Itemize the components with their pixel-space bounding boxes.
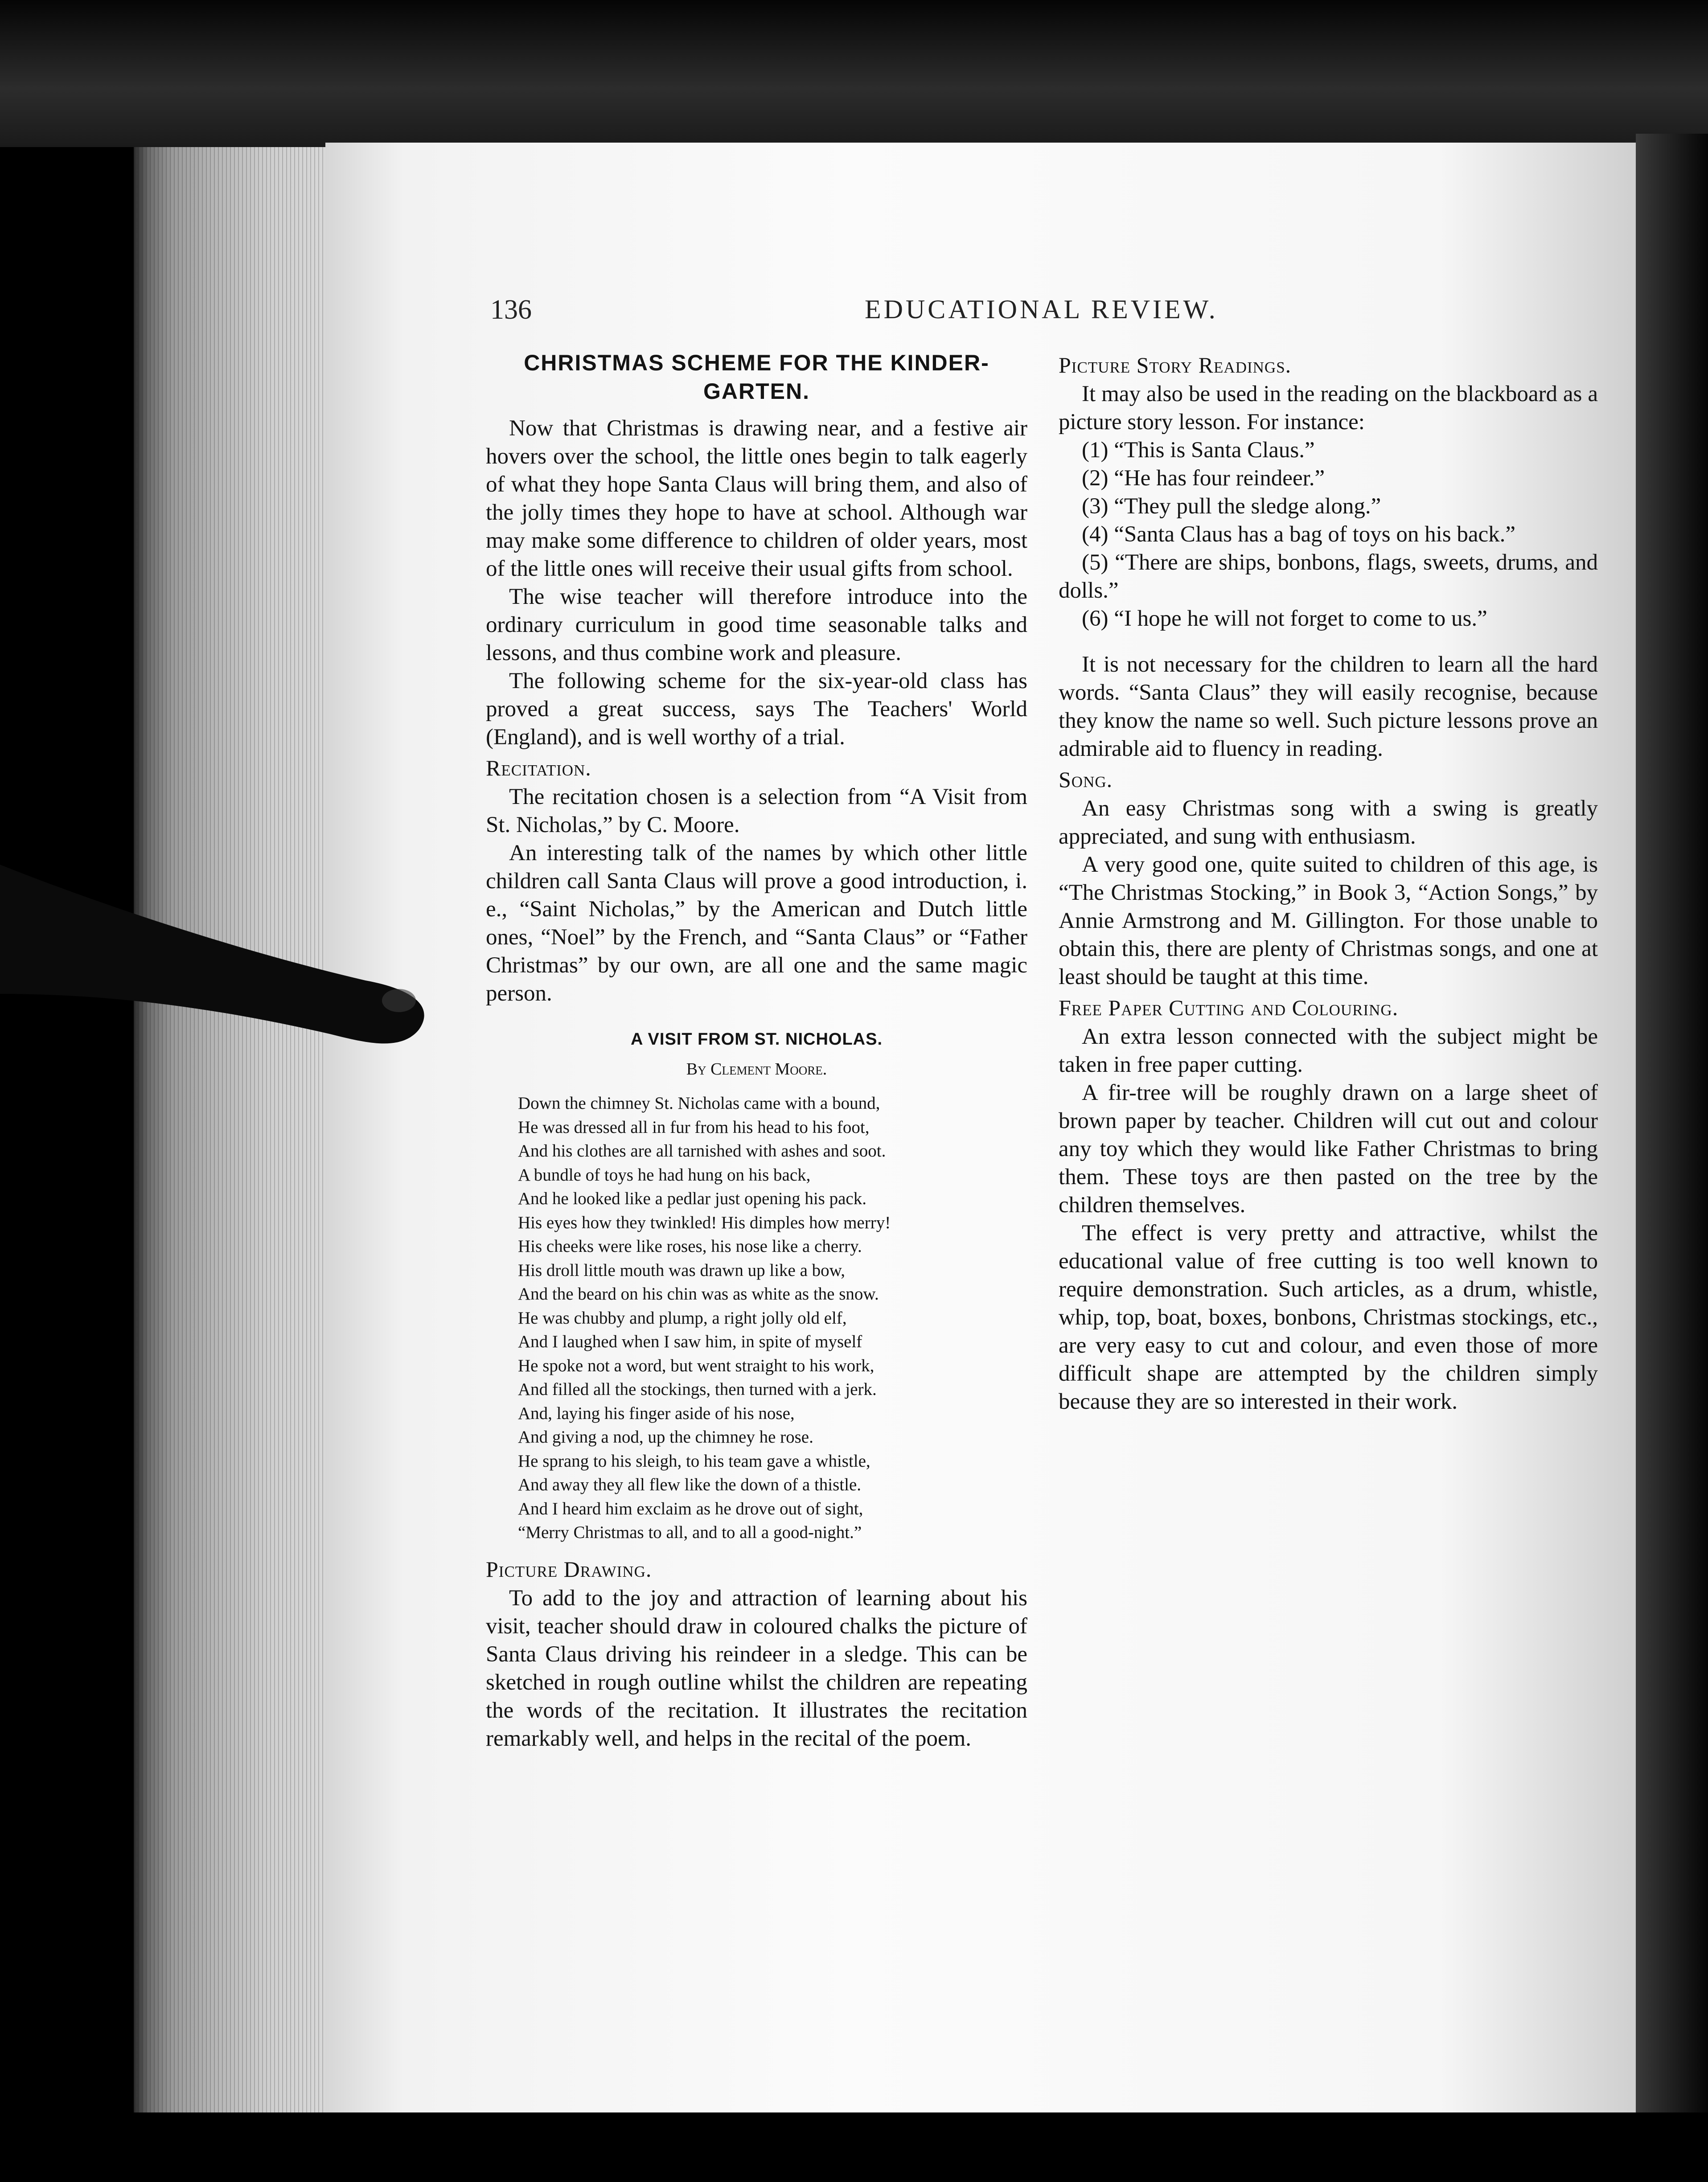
poem-line: “Merry Christmas to all, and to all a good-night.” xyxy=(518,1523,862,1542)
song-heading: Song. xyxy=(1059,767,1113,792)
poem-line: He was chubby and plump, a right jolly old elf, xyxy=(518,1308,847,1328)
poem-line: And filled all the stockings, then turned with a jerk. xyxy=(518,1380,877,1399)
intro-paragraph: The following scheme for the six-year-old class has proved a great success, says The Teachers' World (England), and is well worthy of a trial. xyxy=(486,669,1027,750)
book-page-edges xyxy=(134,147,330,2112)
poem-line: And he looked like a pedlar just opening his pack. xyxy=(518,1189,866,1208)
poem-line: He sprang to his sleigh, to his team gave a whistle, xyxy=(518,1451,870,1471)
finger-shadow xyxy=(0,847,428,1052)
song-paragraph: A very good one, quite suited to children of this age, is “The Christmas Stocking,” in Book 3, “Action Songs,” by Annie Armstrong and M. Gillington. For those unable to obtain this, there are plenty of Christmas songs, and one at least should be taught at this time. xyxy=(1059,852,1598,989)
recitation-heading: Recitation. xyxy=(486,755,591,780)
poem-line: And I laughed when I saw him, in spite of myself xyxy=(518,1332,862,1351)
picture-story-item: (5) “There are ships, bonbons, flags, sweets, drums, and dolls.” xyxy=(1059,550,1598,603)
poem-line: His droll little mouth was drawn up like a bow, xyxy=(518,1260,846,1280)
intro-paragraph: The wise teacher will therefore introduce into the ordinary curriculum in good time seasonable talks and lessons, and thus combine work and pleasure. xyxy=(486,584,1027,665)
poem-line: And his clothes are all tarnished with ashes and soot. xyxy=(518,1141,886,1161)
paper-cutting-heading: Free Paper Cutting and Colouring. xyxy=(1059,995,1399,1020)
scan-background-top xyxy=(0,0,1708,147)
picture-story-item: (1) “This is Santa Claus.” xyxy=(1082,438,1315,463)
scan-background-right xyxy=(1636,134,1708,2139)
picture-drawing-heading: Picture Drawing. xyxy=(486,1556,652,1582)
page-number: 136 xyxy=(490,295,532,325)
picture-story-intro: It may also be used in the reading on the blackboard as a picture story lesson. For instance: xyxy=(1059,381,1598,435)
journal-title: EDUCATIONAL REVIEW. xyxy=(865,295,1218,324)
scan-background-bottom xyxy=(0,2112,1708,2182)
poem-line: And giving a nod, up the chimney he rose. xyxy=(518,1427,813,1447)
poem-line: And I heard him exclaim as he drove out of sight, xyxy=(518,1499,863,1518)
intro-paragraph: Now that Christmas is drawing near, and a festive air hovers over the school, the little ones begin to talk eagerly of what they hope Santa Claus will bring them, and also of the jolly times they hope to have at school. Although war may make some difference to children of older years, most of the little ones will receive their usual gifts from school. xyxy=(486,416,1027,581)
paper-cutting-paragraph: A fir-tree will be roughly drawn on a large sheet of brown paper by teacher. Children will cut out and colour any toy which they would like Father Christmas to bring them. These toys are then pasted on the tree by the children themselves. xyxy=(1059,1080,1598,1218)
picture-story-heading: Picture Story Readings. xyxy=(1059,353,1292,377)
right-column xyxy=(1059,349,1598,1416)
picture-drawing-paragraph: To add to the joy and attraction of learning about his visit, teacher should draw in coloured chalks the picture of Santa Claus driving his reindeer in a sledge. This can be sketched in rough outline whilst the children are repeating the words of the recitation. It illustrates the recitation remarkably well, and helps in the recital of the poem. xyxy=(486,1585,1027,1751)
poem-line: And away they all flew like the down of a thistle. xyxy=(518,1475,862,1494)
article-title: CHRISTMAS SCHEME FOR THE KINDER-GARTEN. xyxy=(524,350,989,404)
left-column xyxy=(486,349,1027,1751)
poem-byline: By Clement Moore. xyxy=(686,1060,827,1079)
poem-line: Down the chimney St. Nicholas came with a bound, xyxy=(518,1094,880,1113)
picture-story-item: (6) “I hope he will not forget to come to us.” xyxy=(1082,606,1487,631)
picture-story-item: (4) “Santa Claus has a bag of toys on his back.” xyxy=(1082,522,1516,547)
poem-line: His cheeks were like roses, his nose like a cherry. xyxy=(518,1237,862,1256)
picture-story-item: (2) “He has four reindeer.” xyxy=(1082,466,1325,491)
poem-line: He was dressed all in fur from his head to his foot, xyxy=(518,1117,870,1137)
paper-cutting-paragraph: An extra lesson connected with the subject might be taken in free paper cutting. xyxy=(1059,1024,1598,1077)
poem-title: A VISIT FROM ST. NICHOLAS. xyxy=(630,1030,883,1049)
picture-story-closing: It is not necessary for the children to learn all the hard words. “Santa Claus” they will easily recognise, because they know the name so well. Such picture lessons prove an admirable aid to fluency in reading. xyxy=(1059,652,1598,761)
poem xyxy=(518,1091,1027,1545)
poem-line: And the beard on his chin was as white as the snow. xyxy=(518,1284,879,1304)
paper-cutting-paragraph: The effect is very pretty and attractive, whilst the educational value of free cutting is too well known to require demonstration. Such articles, as a drum, whistle, whip, top, boat, boxes, bonbons, Christmas stockings, etc., are very easy to cut and colour, and even those of more difficult shape are attempted by the children simply because they are so interested in their work. xyxy=(1059,1221,1598,1414)
recitation-paragraph: The recitation chosen is a selection from “A Visit from St. Nicholas,” by C. Moore. xyxy=(486,784,1027,837)
song-paragraph: An easy Christmas song with a swing is greatly appreciated, and sung with enthusiasm. xyxy=(1059,796,1598,849)
picture-story-item: (3) “They pull the sledge along.” xyxy=(1082,494,1381,519)
poem-line: And, laying his finger aside of his nose, xyxy=(518,1403,795,1423)
poem-line: A bundle of toys he had hung on his back, xyxy=(518,1165,811,1185)
recitation-paragraph: An interesting talk of the names by which other little children call Santa Claus will prove a good introduction, i. e., “Saint Nicholas,” by the American and Dutch little ones, “Noel” by the French, and “Santa Claus” or “Father Christmas” by our own, are all one and the same magic person. xyxy=(486,841,1027,1006)
poem-line: His eyes how they twinkled! His dimples how merry! xyxy=(518,1213,891,1232)
poem-line: He spoke not a word, but went straight to his work, xyxy=(518,1356,875,1375)
